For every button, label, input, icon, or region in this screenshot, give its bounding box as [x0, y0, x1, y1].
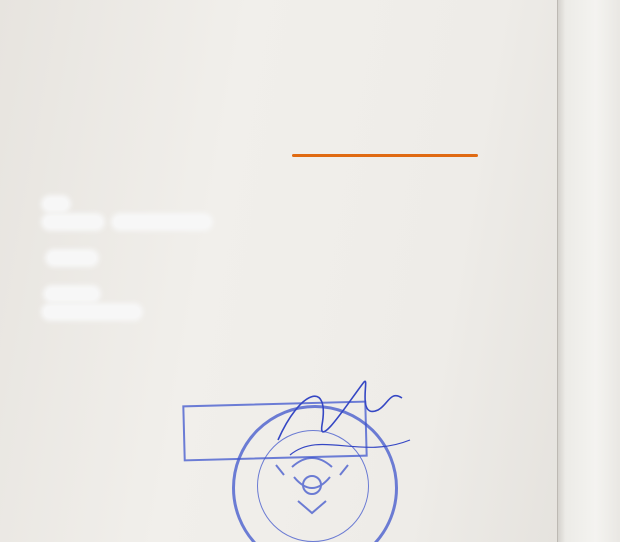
- redaction: [46, 288, 98, 300]
- orange-underline: [292, 154, 478, 157]
- p2-line: [44, 212, 210, 230]
- redaction: [114, 216, 210, 228]
- p2-line: [44, 284, 100, 302]
- p2-line: [44, 248, 100, 266]
- redaction: [44, 216, 102, 228]
- redaction: [44, 198, 68, 210]
- adjacent-page-edge: [557, 0, 620, 542]
- p2-line: [44, 302, 140, 320]
- redaction: [44, 306, 140, 318]
- signature-icon: [260, 370, 420, 480]
- redaction: [48, 252, 96, 264]
- p2-line: [44, 194, 68, 212]
